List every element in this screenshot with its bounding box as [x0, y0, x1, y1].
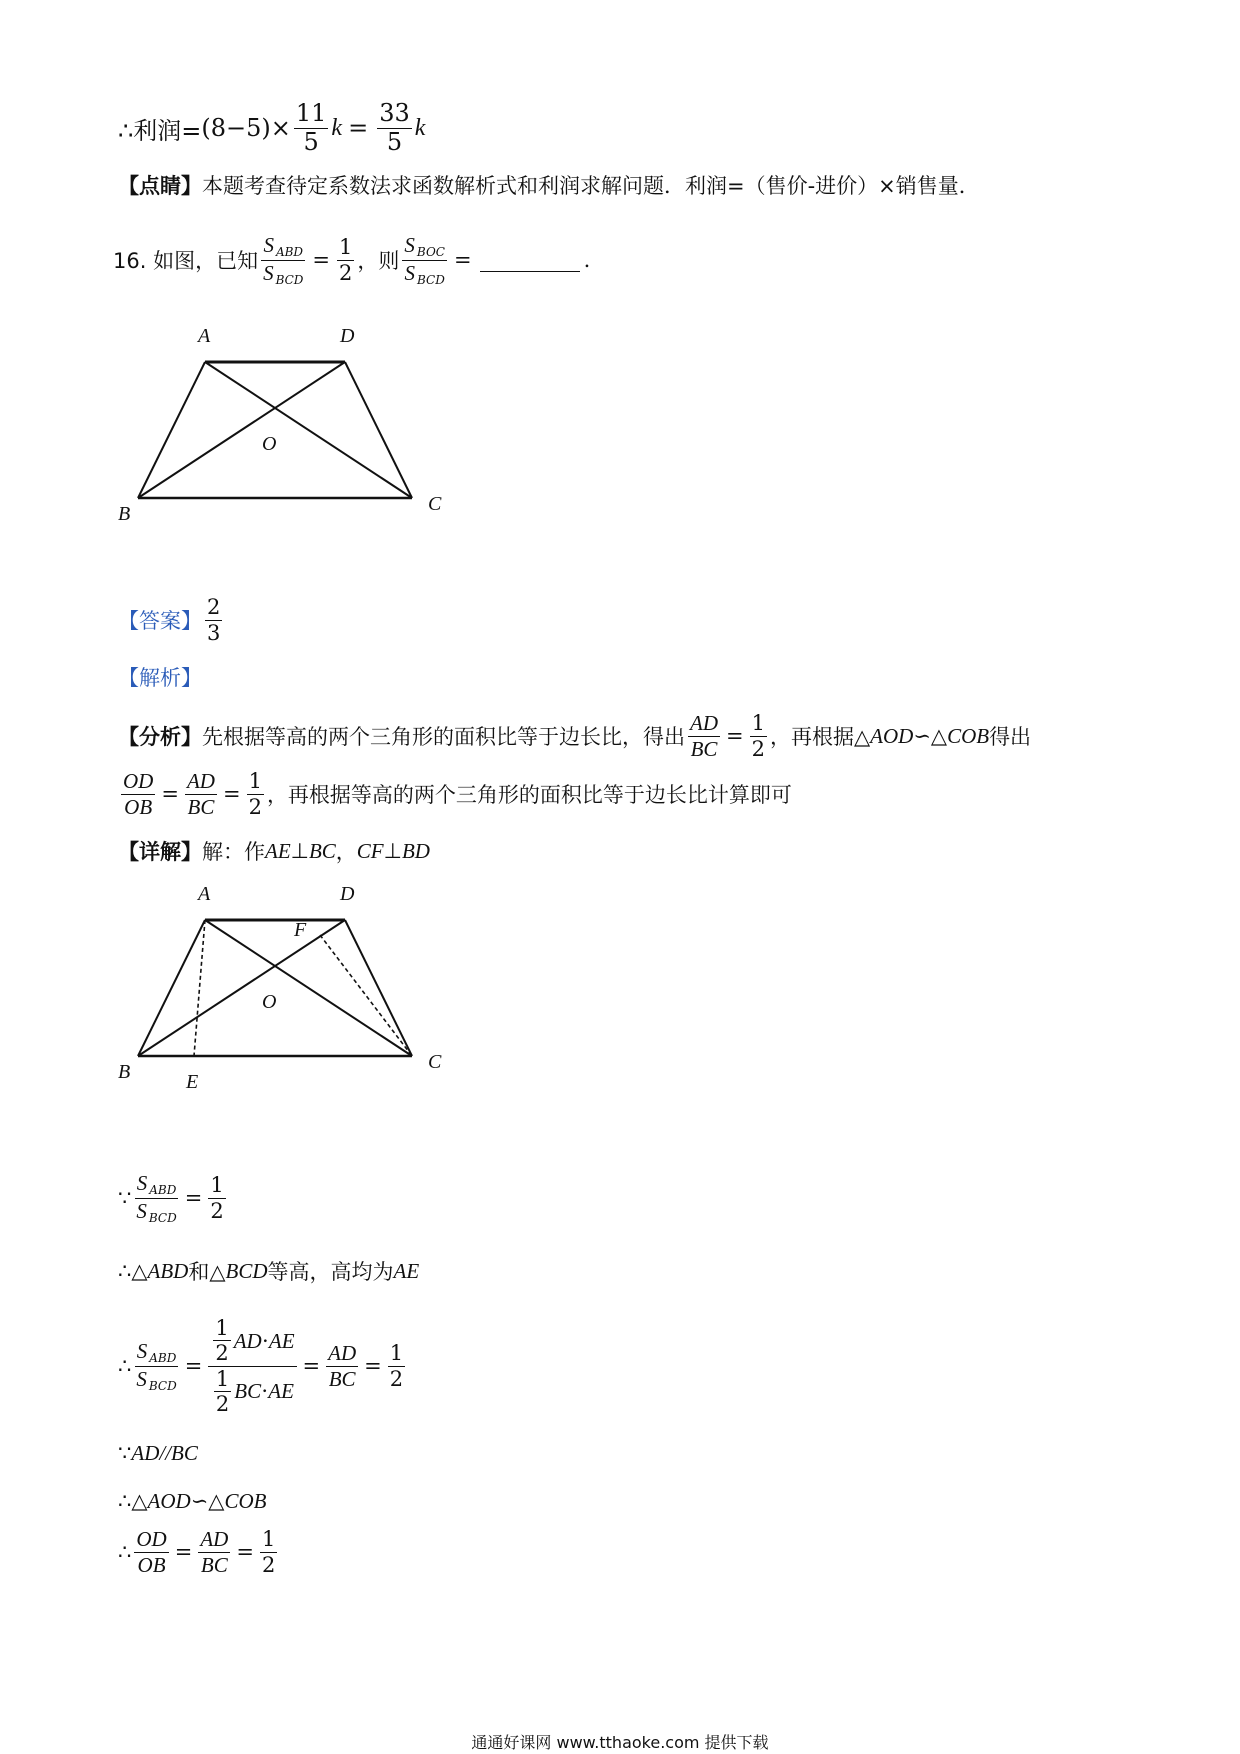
step-similar: [118, 1486, 266, 1516]
seg-cf: CF: [356, 838, 384, 863]
numerator: OD: [136, 1527, 167, 1552]
xiangjie-tag: 【详解】: [118, 840, 202, 864]
similar-symbol: ∽△: [190, 1489, 225, 1513]
fraction-half: [337, 236, 354, 283]
numerator: OD: [123, 769, 154, 794]
fraction-half: [208, 1174, 225, 1221]
numerator: 33: [379, 99, 410, 128]
fraction-od-ob: [134, 1528, 168, 1575]
denominator: 2: [215, 1391, 230, 1416]
jiexi-tag: 【解析】: [118, 666, 202, 690]
footer-watermark: 通通好课网 www.tthaoke.com 提供下载: [471, 1733, 769, 1752]
numerator: 1: [389, 1341, 404, 1366]
denominator: BC: [187, 794, 215, 819]
diagonal-bd: [138, 920, 345, 1056]
area-ratio-abd-bcd: [134, 1172, 178, 1224]
perp-symbol: ⊥: [383, 839, 402, 863]
segment-dc: [345, 920, 412, 1056]
denominator: OB: [137, 1552, 166, 1577]
tri-abd: ABD: [147, 1258, 189, 1283]
numerator: AD: [328, 1341, 357, 1366]
therefore-symbol: ∴△: [118, 1489, 148, 1513]
s-symbol: S: [136, 1170, 148, 1195]
problem-16: [113, 228, 590, 292]
denominator: 3: [207, 620, 221, 645]
and-text: 和△: [188, 1260, 226, 1284]
fraction-half: [750, 712, 767, 759]
because-symbol: ∵: [118, 1186, 132, 1210]
diagonal-ac: [205, 920, 412, 1056]
denominator: 2: [261, 1552, 276, 1577]
denominator: BC: [328, 1366, 356, 1391]
tri-bcd: BCD: [225, 1258, 268, 1283]
numerator: 1: [215, 1316, 229, 1341]
seg-bc: BC: [171, 1440, 198, 1465]
equals: =: [302, 1354, 321, 1378]
equals: =: [184, 1186, 203, 1210]
equals: =: [348, 114, 369, 142]
similar-symbol: ∽△: [913, 724, 948, 748]
tri-aod: AOD: [147, 1488, 191, 1513]
answer-line: [118, 590, 225, 650]
diagonal-ac: [205, 362, 412, 498]
label-a: A: [198, 325, 211, 347]
step-ratio-result: [118, 1520, 280, 1584]
segment-ab: [138, 362, 205, 498]
profit-prefix: ∴利润=: [118, 116, 202, 145]
fraction-ad-bc: [326, 1342, 358, 1389]
label-d: D: [340, 325, 355, 347]
problem-number: 16. 如图，已知: [113, 249, 259, 273]
fraction-half-small: [214, 1368, 231, 1415]
xiangjie-line: [118, 836, 430, 866]
numerator: 1: [261, 1527, 276, 1552]
equals: =: [726, 724, 744, 748]
fraction-ad-bc: [185, 770, 217, 817]
profit-paren: (8−5)×: [201, 114, 291, 142]
numerator: 11: [295, 99, 327, 128]
s-symbol: S: [263, 260, 274, 285]
therefore-symbol: ∴: [118, 1354, 132, 1378]
seg-ae: AE: [265, 838, 291, 863]
answer-blank: [480, 249, 580, 272]
bc-times-ae: BC⋅AE: [234, 1379, 294, 1404]
segment-ab: [138, 920, 205, 1056]
sub-bcd: BCD: [148, 1378, 177, 1393]
dianjing-line: [118, 170, 980, 200]
because-symbol: ∵: [118, 1441, 132, 1465]
fenxi-text-4: ，再根据等高的两个三角形的面积比等于边长比计算即可: [266, 783, 792, 807]
fraction-half: [388, 1342, 405, 1389]
profit-equation: [118, 96, 425, 160]
perp-symbol: ⊥: [290, 839, 309, 863]
seg-bd: BD: [401, 838, 430, 863]
step-area-computation: [118, 1308, 408, 1424]
fraction-od-ob: [121, 770, 155, 817]
sub-bcd: BCD: [148, 1210, 177, 1225]
numerator: 1: [751, 711, 765, 736]
numerator: 2: [207, 595, 221, 620]
denominator: 5: [303, 127, 319, 156]
jiexi-line: [118, 662, 202, 692]
therefore-symbol: ∴: [118, 1540, 132, 1564]
var-k: k: [331, 114, 343, 141]
answer-fraction: [205, 596, 222, 643]
denominator: 2: [210, 1198, 224, 1223]
fenxi-text-3: 得出: [989, 725, 1032, 749]
equals: =: [161, 782, 179, 806]
numerator: 1: [215, 1366, 230, 1391]
fenxi-line: [118, 704, 1031, 768]
denominator: 2: [339, 260, 353, 285]
seg-bc: BC: [308, 838, 336, 863]
equals: =: [184, 1354, 203, 1378]
fraction-ad-bc: [688, 712, 720, 759]
numerator: 1: [210, 1173, 224, 1198]
then-text: ，则: [357, 249, 400, 273]
label-f: F: [294, 919, 307, 941]
numerator: AD: [690, 711, 718, 736]
denominator: 5: [386, 127, 403, 156]
step-equal-height: [118, 1256, 419, 1286]
tri-cob: COB: [947, 723, 990, 748]
s-symbol: S: [404, 260, 416, 285]
fenxi-line-2: [118, 762, 792, 826]
sub-bcd: BCD: [417, 272, 445, 287]
label-o: O: [262, 433, 277, 455]
denominator: 2: [389, 1366, 404, 1391]
denominator: 2: [215, 1341, 229, 1366]
parallel-symbol: //: [159, 1440, 172, 1465]
comma: ，: [335, 840, 357, 864]
area-ratio-abd-bcd: [134, 1340, 178, 1392]
fenxi-tag: 【分析】: [118, 725, 202, 749]
segment-dc: [345, 362, 412, 498]
sub-bcd: BCD: [275, 272, 304, 287]
numerator: AD: [186, 769, 215, 794]
numerator: AD: [200, 1527, 229, 1552]
fraction-half-small: [213, 1317, 230, 1364]
fraction-11-5: [294, 101, 329, 154]
diagonal-bd: [138, 362, 345, 498]
trapezoid-figure-1: [110, 320, 470, 530]
fenxi-text-1: 先根据等高的两个三角形的面积比等于边长比，得出: [202, 725, 685, 749]
numerator: 1: [248, 769, 262, 794]
ad-times-ae: AD⋅AE: [233, 1328, 295, 1353]
sub-abd: ABD: [149, 1350, 177, 1365]
equals: =: [312, 248, 331, 272]
trapezoid-lines: [138, 362, 412, 498]
answer-tag: 【答案】: [118, 609, 202, 633]
label-b: B: [118, 503, 131, 525]
sub-abd: ABD: [275, 244, 304, 259]
fraction-ad-bc: [198, 1528, 230, 1575]
altitude-cf: [320, 935, 412, 1056]
var-k: k: [414, 114, 426, 141]
equals: =: [453, 248, 472, 272]
fraction-half: [247, 770, 264, 817]
dianjing-text: 本题考查待定系数法求函数解析式和利润求解问题．利润=（售价-进价）×销售量．: [202, 174, 980, 198]
denominator: 2: [751, 736, 765, 761]
period: .: [583, 248, 591, 272]
seg-ad: AD: [131, 1440, 160, 1465]
denominator: BC: [200, 1552, 228, 1577]
therefore-symbol: ∴△: [118, 1259, 148, 1283]
label-a: A: [198, 883, 211, 905]
s-symbol: S: [136, 1338, 148, 1363]
s-symbol: S: [263, 232, 274, 257]
denominator: BC: [690, 736, 718, 761]
equals: =: [364, 1354, 382, 1378]
sub-boc: BOC: [416, 244, 445, 259]
fraction-33-5: [377, 101, 412, 154]
area-ratio-boc-bcd: [402, 234, 447, 286]
dianjing-tag: 【点睛】: [118, 174, 202, 198]
step-parallel: [118, 1438, 198, 1468]
equals: =: [236, 1540, 254, 1564]
denominator: 2: [248, 794, 262, 819]
label-e: E: [186, 1071, 199, 1093]
s-symbol: S: [136, 1366, 147, 1391]
label-d: D: [340, 883, 355, 905]
tri-aod: AOD: [870, 723, 914, 748]
s-symbol: S: [404, 232, 415, 257]
s-symbol: S: [136, 1198, 147, 1223]
equals: =: [174, 1540, 193, 1564]
label-o: O: [262, 991, 277, 1013]
trapezoid-figure-2: [110, 878, 470, 1098]
fenxi-text-2: ，再根据△: [769, 725, 871, 749]
equals: =: [222, 782, 241, 806]
label-b: B: [118, 1061, 131, 1083]
step-because-ratio: [118, 1166, 229, 1230]
sub-abd: ABD: [149, 1182, 177, 1197]
numerator: 1: [339, 235, 353, 260]
equal-height-text: 等高，高均为: [267, 1260, 394, 1284]
denominator: OB: [124, 794, 153, 819]
xiangjie-text: 解：作: [202, 840, 265, 864]
area-ratio-abd-bcd: [261, 234, 305, 286]
fraction-half: [260, 1528, 277, 1575]
compound-fraction: [208, 1317, 296, 1414]
seg-ae: AE: [393, 1258, 420, 1283]
tri-cob: COB: [224, 1488, 267, 1513]
label-c: C: [428, 1051, 442, 1073]
label-c: C: [428, 493, 442, 515]
